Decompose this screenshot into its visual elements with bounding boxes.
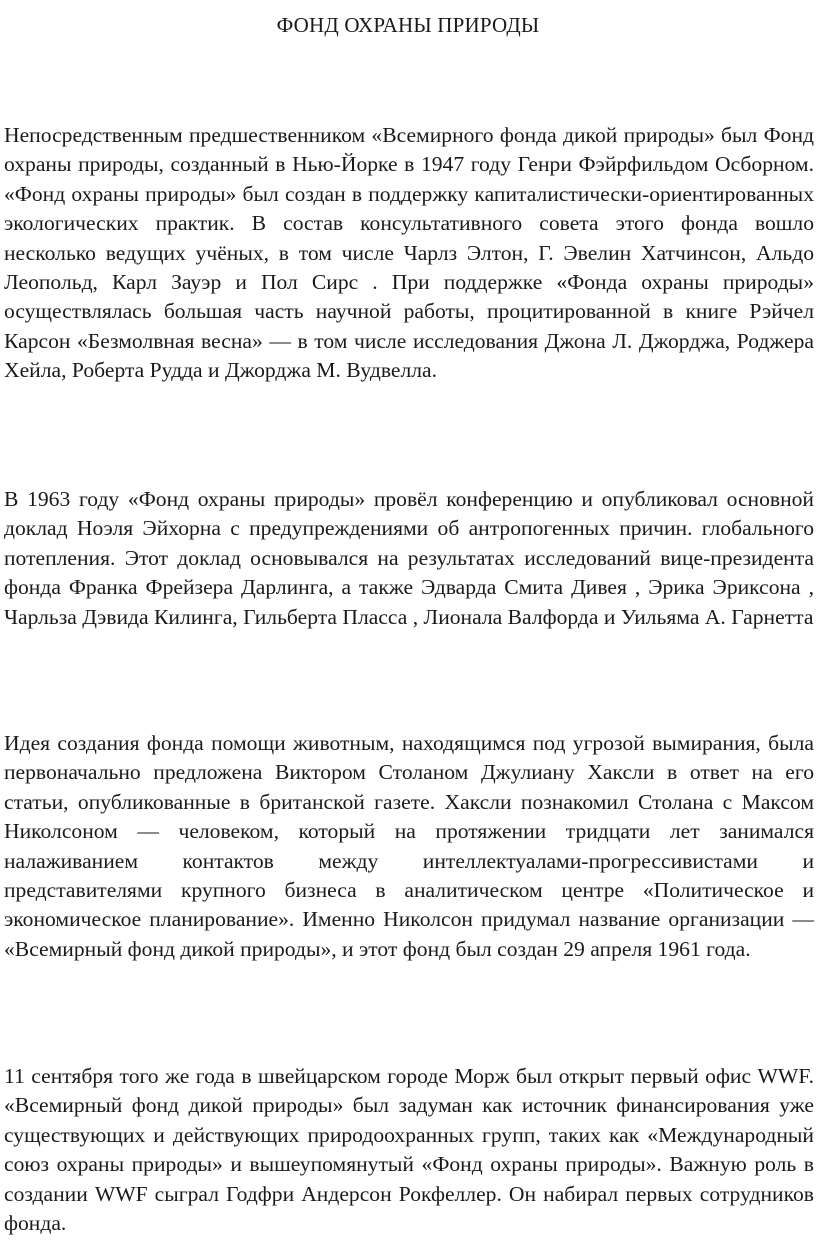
paragraph-4: 11 сентября того же года в швейцарском городе Морж был открыт первый офис WWF. «Всемирный фонд дикой природы» был задуман как источник финансирования уже существующих и действующих природоохранных групп, таких как «Международный союз охраны природы» и вышеупомянутый «Фонд охраны природы». Важную роль в создании WWF сыграл Годфри Андерсон Рокфеллер. Он набирал первых сотрудников фонда. xyxy=(4,1064,814,1236)
paragraph-1: Непосредственным предшественником «Всемирного фонда дикой природы» был Фонд охраны природы, созданный в Нью-Йорке в 1947 году Генри Фэйрфильдом Осборном. «Фонд охраны природы» был создан в поддержку капиталистически-ориентированных экологических практик. В состав консультативного совета этого фонда вошло несколько ведущих учёных, в том числе Чарлз Элтон, Г. Эвелин Хатчинсон, Альдо Леопольд, Карл Зауэр и Пол Сирс . При поддержке «Фонда охраны природы» осуществлялась большая часть научной работы, процитированной в книге Рэйчел Карсон «Безмолвная весна» — в том числе исследования Джона Л. Джорджа, Роджера Хейла, Роберта Рудда и Джорджа М. Вудвелла. xyxy=(4,123,814,383)
paragraph-3: Идея создания фонда помощи животным, находящимся под угрозой вымирания, была первоначально предложена Виктором Столаном Джулиану Хаксли в ответ на его статьи, опубликованные в британской газете. Хаксли познакомил Столана с Максом Николсоном — человеком, который на протяжении тридцати лет занимался налаживанием контактов между интеллектуалами-прогрессивистами и представителями крупного бизнеса в аналитическом центре «Политическое и экономическое планирование». Именно Николсон придумал название организации — «Всемирный фонд дикой природы», и этот фонд был создан 29 апреля 1961 года. xyxy=(4,731,814,961)
document-title: ФОНД ОХРАНЫ ПРИРОДЫ xyxy=(276,13,540,37)
paragraph-2: В 1963 году «Фонд охраны природы» провёл конференцию и опубликовал основной доклад Ноэля Эйхорна с предупреждениями об антропогенных причин. глобального потепления. Этот доклад основывался на результатах исследований вице-президента фонда Франка Фрейзера Дарлинга, а также Эдварда Смита Дивея , Эрика Эриксона , Чарльза Дэвида Килинга, Гильберта Пласса , Лионала Валфорда и Уильяма А. Гарнетта xyxy=(4,487,814,629)
